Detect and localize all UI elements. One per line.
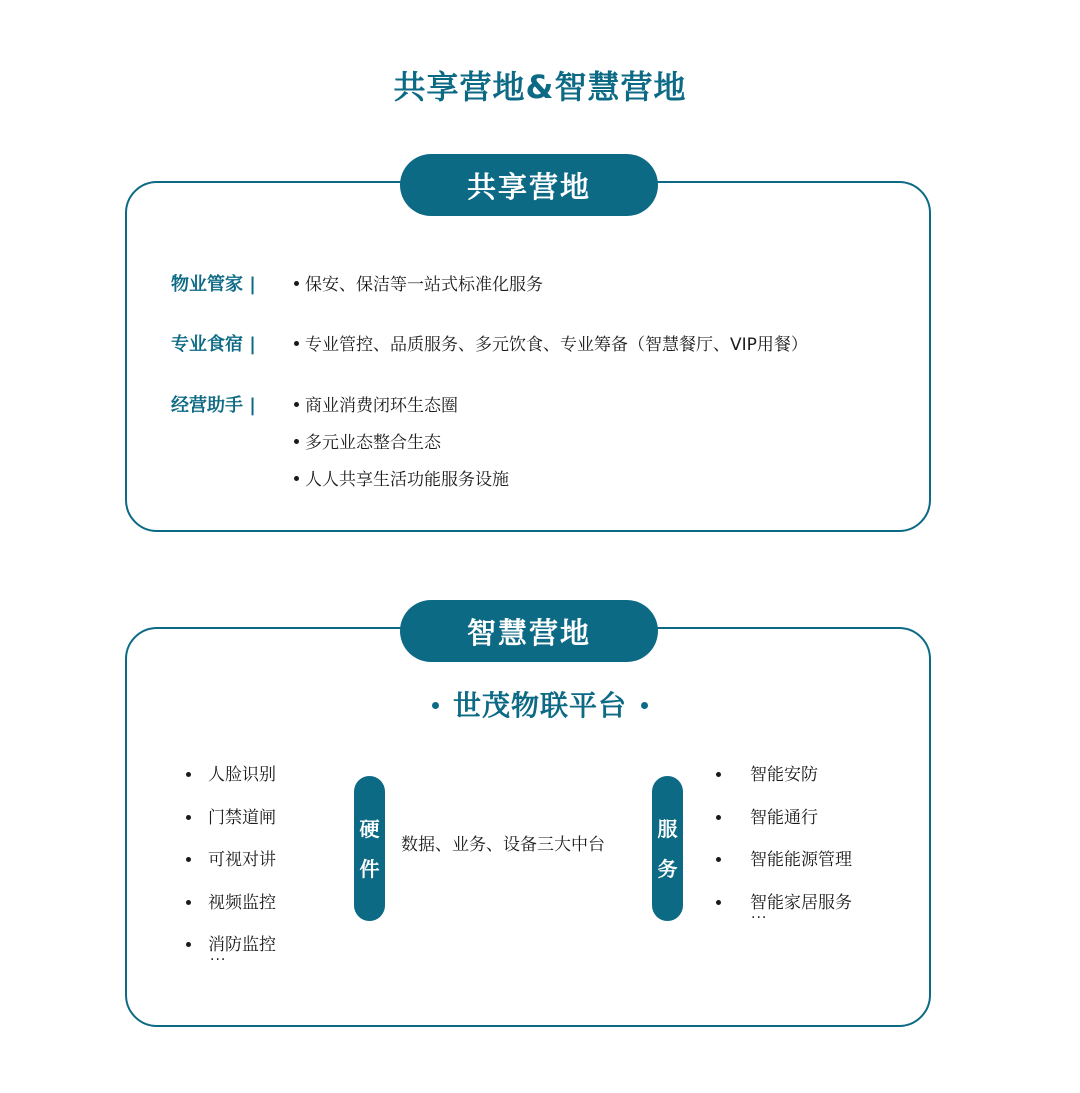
middle-platform-text: 数据、业务、设备三大中台 bbox=[401, 835, 605, 855]
list-item: 智能安防 bbox=[716, 763, 852, 806]
bullet-icon bbox=[186, 900, 191, 905]
list-item: 多元业态整合生态 bbox=[294, 431, 509, 455]
dot-icon bbox=[432, 702, 439, 709]
hardware-list bbox=[186, 763, 276, 976]
bullet-icon bbox=[716, 900, 721, 905]
service-label: 服 务 bbox=[652, 776, 683, 921]
bullet-icon bbox=[716, 857, 721, 862]
row-label: 物业管家 | bbox=[171, 274, 256, 295]
shared-camp-heading: 共享营地 bbox=[400, 154, 658, 216]
bullet-icon bbox=[186, 815, 191, 820]
platform-title: 世茂物联平台 bbox=[0, 684, 1080, 724]
list-item: 智能家居服务 bbox=[716, 891, 852, 934]
bullet-icon bbox=[716, 772, 721, 777]
bullet-icon bbox=[294, 402, 299, 407]
list-item: 消防监控 bbox=[186, 933, 276, 976]
bullet-icon bbox=[294, 341, 299, 346]
list-item: 可视对讲 bbox=[186, 848, 276, 891]
bullet-icon bbox=[186, 942, 191, 947]
bullet-icon bbox=[186, 857, 191, 862]
page-title: 共享营地&智慧营地 bbox=[393, 68, 687, 106]
bullet-icon bbox=[294, 439, 299, 444]
list-item: 专业管控、品质服务、多元饮食、专业筹备（智慧餐厅、VIP用餐） bbox=[294, 333, 808, 357]
list-item: 人脸识别 bbox=[186, 763, 276, 806]
bullet-icon bbox=[716, 815, 721, 820]
row-business-assistant bbox=[171, 394, 509, 505]
bullet-icon bbox=[294, 476, 299, 481]
list-item: 门禁道闸 bbox=[186, 806, 276, 849]
bullet-icon bbox=[294, 281, 299, 286]
bullet-icon bbox=[186, 772, 191, 777]
list-item: 视频监控 bbox=[186, 891, 276, 934]
service-more: ··· bbox=[751, 910, 768, 926]
list-item: 保安、保洁等一站式标准化服务 bbox=[294, 273, 543, 297]
row-label: 专业食宿 | bbox=[171, 334, 256, 355]
list-item: 人人共享生活功能服务设施 bbox=[294, 468, 509, 492]
hardware-label: 硬 件 bbox=[354, 776, 385, 921]
row-label: 经营助手 | bbox=[171, 395, 256, 416]
row-professional-catering bbox=[171, 333, 808, 370]
row-property-butler bbox=[171, 273, 543, 310]
list-item: 智能能源管理 bbox=[716, 848, 852, 891]
dot-icon bbox=[641, 702, 648, 709]
list-item: 智能通行 bbox=[716, 806, 852, 849]
list-item: 商业消费闭环生态圈 bbox=[294, 394, 509, 418]
service-list bbox=[716, 763, 852, 933]
smart-camp-heading: 智慧营地 bbox=[400, 600, 658, 662]
hardware-more: ··· bbox=[210, 952, 227, 968]
